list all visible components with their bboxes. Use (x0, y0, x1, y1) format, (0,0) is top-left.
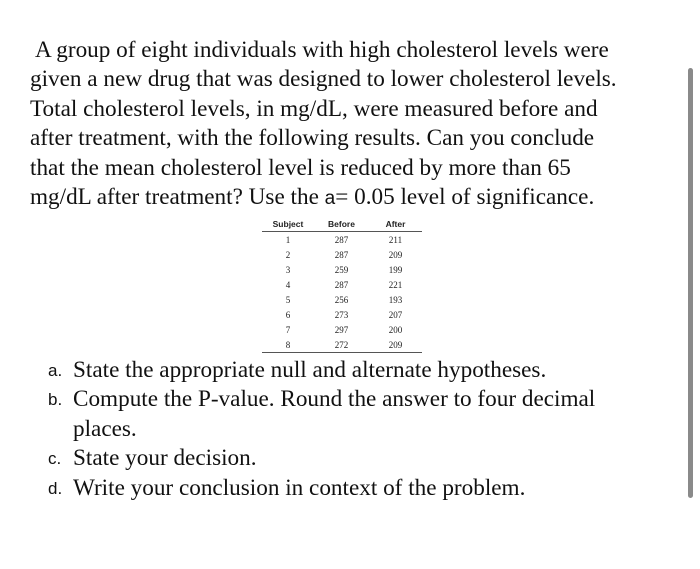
cell-after: 207 (388, 309, 403, 320)
cell-subject: 3 (285, 264, 291, 275)
cell-subject: 1 (285, 234, 291, 245)
alpha-symbol: a (324, 188, 336, 210)
cell-before: 297 (334, 324, 349, 335)
cell-after: 200 (388, 324, 403, 335)
table-row (262, 322, 422, 337)
table-row (262, 337, 422, 353)
problem-line-text: = 0.05 level of significance. (335, 184, 595, 211)
problem-statement (30, 36, 670, 213)
cell-before: 259 (334, 264, 349, 275)
question-marker: d. (48, 478, 63, 498)
question-text: Compute the P-value. Round the answer to four decimal (73, 386, 596, 413)
problem-line: Total cholesterol levels, in mg/dL, were measured before and (30, 95, 598, 122)
column-header-after: After (369, 218, 422, 232)
table-row (262, 292, 422, 307)
table-row (262, 277, 422, 292)
question-text: places. (73, 415, 137, 442)
cell-subject: 5 (285, 294, 291, 305)
problem-line: after treatment, with the following results. Can you conclude (30, 125, 595, 152)
cell-after: 221 (388, 279, 403, 290)
question-marker: b. (48, 390, 63, 410)
problem-line: that the mean cholesterol level is reduced by more than 65 (30, 154, 571, 181)
cell-after: 211 (388, 234, 403, 245)
question-item-d (48, 474, 648, 503)
table-row (262, 307, 422, 322)
cell-after: 199 (388, 264, 403, 275)
cell-after: 209 (388, 249, 403, 260)
vertical-scrollbar[interactable] (688, 68, 693, 498)
problem-line: given a new drug that was designed to lower cholesterol levels. (30, 66, 617, 93)
cell-before: 273 (334, 309, 349, 320)
cell-before: 287 (334, 234, 349, 245)
question-item-c (48, 444, 648, 473)
cell-subject: 8 (262, 337, 314, 353)
problem-last-line (30, 183, 670, 213)
problem-line: A group of eight individuals with high cholesterol levels were (35, 37, 609, 63)
table-row (262, 262, 422, 277)
question-list (48, 356, 648, 503)
cell-before: 272 (314, 337, 369, 353)
cell-subject: 2 (285, 249, 291, 260)
cell-before: 287 (334, 279, 349, 290)
problem-line-text: mg/dL after treatment? Use the (30, 184, 325, 211)
question-text: Write your conclusion in context of the problem. (73, 474, 526, 501)
cell-subject: 7 (285, 324, 291, 335)
column-header-before: Before (314, 218, 369, 232)
cell-before: 287 (334, 249, 349, 260)
question-item-a (48, 356, 648, 385)
question-item-b (48, 385, 648, 444)
column-header-subject: Subject (262, 218, 314, 232)
cell-subject: 4 (285, 279, 291, 290)
cell-subject: 6 (285, 309, 291, 320)
question-marker: c. (48, 449, 62, 469)
cell-before: 256 (334, 294, 349, 305)
question-marker: a. (48, 361, 63, 380)
question-text: State the appropriate null and alternate hypotheses. (73, 357, 547, 383)
question-text: State your decision. (73, 445, 257, 472)
cell-after: 193 (388, 294, 403, 305)
cell-after: 209 (369, 337, 422, 353)
table-row (262, 247, 422, 262)
table-row (262, 232, 422, 248)
cholesterol-data-table (262, 218, 422, 353)
table-header-row (262, 218, 422, 232)
